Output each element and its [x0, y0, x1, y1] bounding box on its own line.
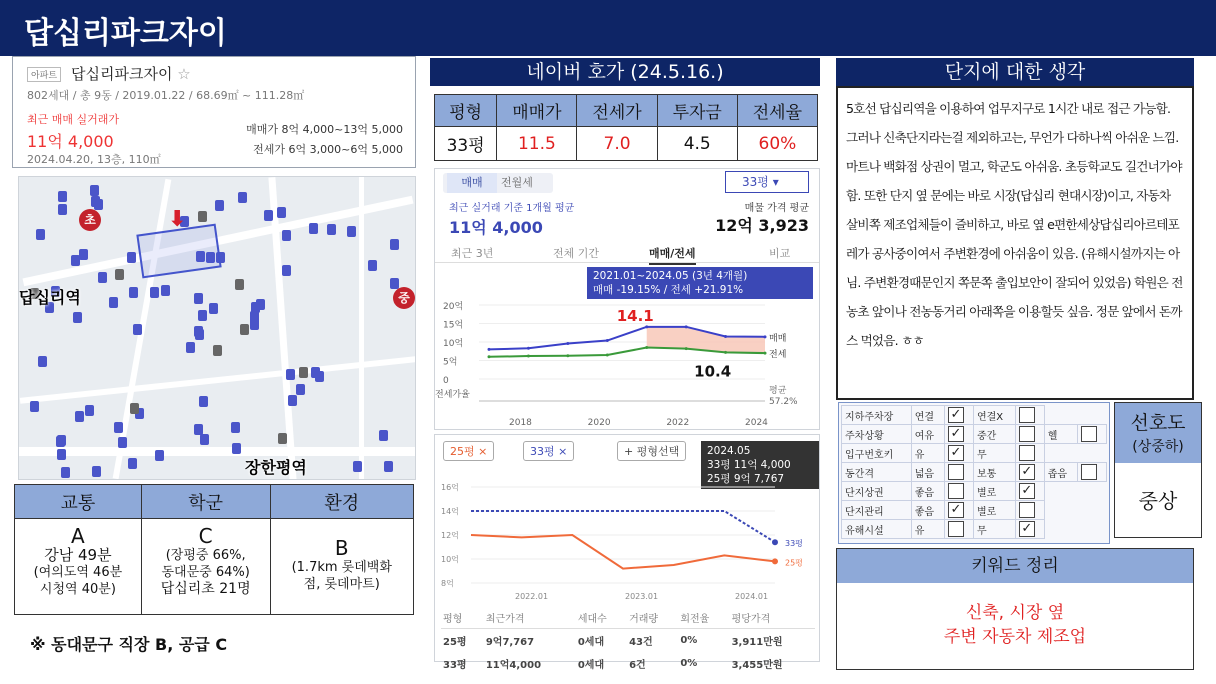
- map-marker[interactable]: [250, 319, 259, 330]
- map-marker[interactable]: [98, 272, 107, 283]
- naver-col-3: 투자금: [657, 95, 737, 127]
- map-marker[interactable]: [92, 466, 101, 477]
- data-point: [724, 335, 727, 338]
- map-marker[interactable]: [114, 422, 123, 433]
- data-point: [527, 347, 530, 350]
- middle-school-marker[interactable]: 중: [393, 287, 415, 309]
- size-table-cell: 0세대: [577, 637, 605, 648]
- map-marker[interactable]: [58, 191, 67, 202]
- data-point: [566, 354, 569, 357]
- checklist-label: 지하주차장: [842, 406, 912, 425]
- tab-jeonse[interactable]: 전월세: [501, 176, 533, 189]
- checklist-option: 별로: [973, 482, 1015, 501]
- checklist-label: 유해시설: [842, 520, 912, 539]
- map-marker[interactable]: [278, 433, 287, 444]
- ask-value: 12억 3,923: [715, 216, 809, 235]
- data-point: [685, 347, 688, 350]
- data-point: [764, 352, 767, 355]
- map-marker[interactable]: [90, 185, 99, 196]
- checkbox[interactable]: ✓: [948, 426, 964, 442]
- map-marker[interactable]: [30, 401, 39, 412]
- naver-cell-1: 11.5: [497, 127, 577, 161]
- checklist-option: 좁음: [1044, 463, 1077, 482]
- y-tick-label: 20억: [443, 302, 464, 312]
- map-marker[interactable]: [128, 458, 137, 469]
- checklist-option: 좋음: [911, 482, 944, 501]
- x-tick-label: 2024: [745, 418, 768, 427]
- checkbox[interactable]: ✓: [948, 502, 964, 518]
- map-marker[interactable]: [36, 229, 45, 240]
- checklist-row: [842, 501, 1107, 520]
- listing-name: 답십리파크자이 ☆: [71, 65, 191, 83]
- preference-value: 중상: [1138, 489, 1178, 513]
- checkbox-cell: [1015, 406, 1044, 425]
- map-marker[interactable]: [91, 196, 100, 207]
- size-table-cell: 3,455만원: [731, 660, 783, 671]
- map-marker[interactable]: [200, 434, 209, 445]
- checklist-label: 입구번호키: [842, 444, 912, 463]
- legend-ratio: 평균: [769, 386, 787, 396]
- map-marker[interactable]: [79, 249, 88, 260]
- keyword-line-2: 주변 자동차 제조업: [943, 627, 1087, 647]
- note: ※ 동대문구 직장 B, 공급 C: [30, 635, 228, 654]
- map-marker[interactable]: [286, 369, 295, 380]
- naver-cell-0: 33평: [435, 127, 497, 161]
- avg-value: 11억 4,000: [449, 218, 543, 237]
- checklist-label: 단지상권: [842, 482, 912, 501]
- end-point: [772, 539, 778, 545]
- map-marker[interactable]: [215, 200, 224, 211]
- map-marker[interactable]: [109, 297, 118, 308]
- map-marker[interactable]: [213, 345, 222, 356]
- map-marker[interactable]: [311, 367, 320, 378]
- data-point: [527, 355, 530, 358]
- checklist-option: 넓음: [911, 463, 944, 482]
- map-marker[interactable]: [238, 192, 247, 203]
- x-tick-label: 2018: [509, 418, 532, 427]
- map-marker[interactable]: [384, 461, 393, 472]
- checkbox[interactable]: ✓: [1019, 521, 1035, 537]
- low-label: 10.4: [694, 362, 732, 381]
- naver-col-0: 평형: [435, 95, 497, 127]
- data-point: [685, 325, 688, 328]
- map-marker[interactable]: [327, 224, 336, 235]
- peak-label: 14.1: [616, 306, 654, 325]
- y-tick-label: 15억: [443, 320, 464, 331]
- checklist-option: 유: [911, 444, 944, 463]
- map-marker[interactable]: [58, 204, 67, 215]
- grade-environment: B (1.7km 롯데백화 점, 롯데마트): [270, 519, 414, 615]
- map-marker[interactable]: [194, 326, 203, 337]
- naver-header: 네이버 호가 (24.5.16.): [430, 58, 820, 86]
- y-tick-label: 16억: [441, 483, 459, 492]
- naver-col-4: 전세율: [737, 95, 817, 127]
- naver-cell-4: 60%: [737, 127, 817, 161]
- map-marker[interactable]: [347, 226, 356, 237]
- arrow-down-icon: ⬇: [168, 207, 187, 232]
- size-table-header: 세대수: [576, 607, 627, 629]
- period-tooltip: 2021.01~2024.05 (3년 4개월) 매매 -19.15% / 전세 +21.91%: [587, 267, 813, 299]
- size-compare-panel: [434, 434, 820, 671]
- data-point: [724, 351, 727, 354]
- ratio-label: 전세가율: [435, 390, 470, 400]
- x-tick-label: 2022: [666, 418, 690, 427]
- checklist-row: [842, 444, 1107, 463]
- checkbox-cell: [1077, 463, 1106, 482]
- legend-ratio-val: 57.2%: [769, 397, 798, 407]
- map-marker[interactable]: [296, 384, 305, 395]
- checkbox[interactable]: [948, 521, 964, 537]
- map-marker[interactable]: [282, 265, 291, 276]
- checkbox-cell: [944, 463, 973, 482]
- checklist-row: [842, 482, 1107, 501]
- checklist-label: 동간격: [842, 463, 912, 482]
- checklist-row: [842, 520, 1107, 539]
- map-marker[interactable]: [232, 443, 241, 454]
- checkbox[interactable]: ✓: [1019, 483, 1035, 499]
- size-table-cell: 33평: [443, 660, 467, 671]
- add-size-button[interactable]: + 평형선택: [617, 441, 686, 461]
- map-marker[interactable]: [133, 324, 142, 335]
- map-marker[interactable]: [150, 287, 159, 298]
- preference-box: [1114, 402, 1202, 538]
- data-point: [566, 342, 569, 345]
- preference-sub: (상중하): [1132, 439, 1184, 455]
- series-line-25평: [471, 535, 775, 569]
- map-marker[interactable]: [309, 223, 318, 234]
- size-table-header: 회전율: [678, 607, 729, 629]
- map-marker[interactable]: [390, 239, 399, 250]
- map-marker[interactable]: [209, 303, 218, 314]
- checkbox-cell: [1015, 501, 1044, 520]
- map-marker[interactable]: [256, 299, 265, 310]
- naver-col-2: 전세가: [577, 95, 657, 127]
- size-table-cell: 0세대: [577, 660, 605, 671]
- x-tick-label: 2024.01: [735, 592, 769, 601]
- thought-header: 단지에 대한 생각: [836, 58, 1194, 86]
- size-table-header: 평형: [441, 607, 484, 629]
- checkbox-cell: [944, 520, 973, 539]
- map-marker[interactable]: [57, 449, 66, 460]
- size-table-header: 평당가격: [730, 607, 815, 629]
- map-marker[interactable]: [240, 324, 249, 335]
- map-marker[interactable]: [198, 310, 207, 321]
- map-marker[interactable]: [130, 403, 139, 414]
- checkbox[interactable]: [1081, 426, 1097, 442]
- caret-down-icon: ▾: [772, 175, 779, 189]
- checklist-label: 주차상황: [842, 425, 912, 444]
- label-33: 33평: [785, 539, 803, 549]
- checkbox[interactable]: [1019, 426, 1035, 442]
- legend-jeonse: 전세: [769, 350, 787, 361]
- size-table-header: 최근가격: [484, 607, 576, 629]
- data-point: [764, 335, 767, 338]
- sale-range: 매매가 8억 4,000~13억 5,000: [246, 123, 403, 136]
- checkbox[interactable]: ✓: [1019, 464, 1035, 480]
- checkbox-cell: [944, 425, 973, 444]
- recent-label: 최근 매매 실거래가: [27, 113, 120, 126]
- checkbox[interactable]: ✓: [948, 445, 964, 461]
- checklist-row: [842, 425, 1107, 444]
- checkbox-cell: [944, 444, 973, 463]
- map-marker[interactable]: [231, 422, 240, 433]
- checklist-option: 중간: [973, 425, 1015, 444]
- map-marker[interactable]: [368, 260, 377, 271]
- checkbox[interactable]: [948, 483, 964, 499]
- data-point: [606, 339, 609, 342]
- subtab-compare[interactable]: 비교: [769, 247, 791, 260]
- checklist-option: 무: [973, 444, 1015, 463]
- chart-subtabs: [435, 241, 819, 263]
- checklist-option: 유: [911, 520, 944, 539]
- data-point: [645, 346, 648, 349]
- map-marker[interactable]: [161, 285, 170, 296]
- star-icon[interactable]: ☆: [177, 65, 191, 83]
- type-tag: 아파트: [27, 67, 61, 82]
- chip-25[interactable]: 25평 ×: [443, 441, 494, 461]
- map-marker[interactable]: [38, 356, 47, 367]
- map-marker[interactable]: [61, 467, 70, 478]
- map-marker[interactable]: [277, 207, 286, 218]
- recent-date: 2024.04.20, 13층, 110㎡: [27, 153, 161, 166]
- keywords-box: [836, 548, 1194, 670]
- subtab-3y[interactable]: 최근 3년: [451, 247, 494, 260]
- grade-school: C (장평중 66%, 동대문중 64%) 답십리초 21명: [141, 519, 270, 615]
- subtab-sale-jeonse[interactable]: 매매/전세: [649, 245, 696, 265]
- map-marker[interactable]: [129, 287, 138, 298]
- map-marker[interactable]: [194, 293, 203, 304]
- y-tick-label: 14억: [441, 507, 459, 516]
- checkbox-cell: [1015, 463, 1044, 482]
- map-marker[interactable]: [390, 278, 399, 289]
- listing-card[interactable]: [12, 56, 416, 168]
- label-25: 25평: [785, 558, 803, 568]
- map-marker[interactable]: [115, 269, 124, 280]
- chip-33[interactable]: 33평 ×: [523, 441, 574, 461]
- avg-label: 최근 실거래 기준 1개월 평균: [449, 203, 575, 214]
- checklist-option: 보통: [973, 463, 1015, 482]
- map-marker[interactable]: [264, 210, 273, 221]
- grade-transport: A 강남 49분 (여의도역 46분 시청역 40분): [15, 519, 142, 615]
- size-table-cell: 11억4,000: [485, 660, 542, 671]
- y-tick-label: 10억: [443, 339, 464, 349]
- station-label-dapsimni: 답십리역: [19, 288, 81, 307]
- data-point: [606, 353, 609, 356]
- y-tick-label: 5억: [443, 357, 458, 368]
- listing-meta: 802세대 / 총 9동 / 2019.01.22 / 68.69㎡ ~ 111.28㎡: [27, 89, 305, 102]
- map-marker[interactable]: [353, 461, 362, 472]
- chart2-tooltip: 2024.05 33평 11억 4,000 25평 9억 7,767: [701, 441, 819, 489]
- checklist: [838, 402, 1110, 544]
- map-marker[interactable]: [379, 430, 388, 441]
- keywords-header: 키워드 정리: [837, 549, 1193, 583]
- map-marker[interactable]: [299, 367, 308, 378]
- data-point: [488, 355, 491, 358]
- checkbox-cell: [1077, 425, 1106, 444]
- checklist-option: 연결X: [973, 406, 1015, 425]
- map[interactable]: [18, 176, 416, 480]
- naver-price-table: [434, 94, 818, 161]
- size-select[interactable]: 33평 ▾: [725, 171, 809, 193]
- checklist-label: 단지관리: [842, 501, 912, 520]
- x-tick-label: 2023.01: [625, 592, 659, 601]
- jeonse-range: 전세가 6억 3,000~6억 5,000: [253, 143, 403, 156]
- checklist-row: [842, 406, 1107, 425]
- checklist-option: 연결: [911, 406, 944, 425]
- map-marker[interactable]: [118, 437, 127, 448]
- map-marker[interactable]: [127, 252, 136, 263]
- size-table-cell: 43건: [629, 637, 653, 648]
- data-point: [488, 348, 491, 351]
- checkbox-cell: [1015, 520, 1044, 539]
- naver-cell-3: 4.5: [657, 127, 737, 161]
- station-label-janghanpyeong: 장한평역: [245, 458, 307, 477]
- size-table-cell: 25평: [443, 637, 467, 648]
- size-table: [441, 607, 815, 675]
- checkbox-cell: [944, 501, 973, 520]
- size-table-cell: 6건: [629, 660, 646, 671]
- x-tick-label: 2022.01: [515, 592, 549, 601]
- checklist-option: 여유: [911, 425, 944, 444]
- y-tick-label: 0: [443, 376, 449, 386]
- checklist-option: 좋음: [911, 501, 944, 520]
- checkbox[interactable]: [1019, 445, 1035, 461]
- school-marker[interactable]: 초: [79, 209, 101, 231]
- tab-sale[interactable]: 매매: [447, 173, 497, 193]
- map-marker[interactable]: [186, 342, 195, 353]
- map-marker[interactable]: [198, 211, 207, 222]
- keyword-line-1: 신축, 시장 옆: [965, 603, 1065, 623]
- data-point: [645, 325, 648, 328]
- checkbox-cell: [944, 406, 973, 425]
- page-title: 답십리파크자이: [24, 16, 227, 51]
- checkbox[interactable]: [1019, 502, 1035, 518]
- subtab-all[interactable]: 전체 기간: [553, 247, 600, 260]
- size-compare-chart[interactable]: [435, 475, 819, 603]
- map-marker[interactable]: [155, 450, 164, 461]
- size-table-cell: 0%: [680, 635, 698, 646]
- map-marker[interactable]: [75, 411, 84, 422]
- size-table-cell: 3,911만원: [731, 637, 783, 648]
- recent-price: 11억 4,000: [27, 132, 114, 151]
- checkbox[interactable]: [948, 464, 964, 480]
- naver-cell-2: 7.0: [577, 127, 657, 161]
- grade-header-environment: 환경: [270, 485, 414, 519]
- checkbox[interactable]: [1019, 407, 1035, 423]
- checkbox-cell: [944, 482, 973, 501]
- y-tick-label: 8억: [441, 579, 454, 588]
- checklist-option: 무: [973, 520, 1015, 539]
- grade-header-school: 학군: [141, 485, 270, 519]
- thought-text: 5호선 답십리역을 이용하여 업무지구로 1시간 내로 접근 가능함. 그러나 신축단지라는걸 제외하고는, 무언가 다하나씩 아쉬운 느낌. 마트나 백화점 상권이 멀고, 학군도 아쉬움. 초등학교도 길건너가야함. 또한 단지 옆 문에는 바로 시장(답십리 현대시장)이고, 자동차 살비쪽 제조업체들이 즐비하고, 바로 옆 e편한세상답십리아르테포레가 공사중이여서 주변환경에 아쉬움이 있음. (유해시설까지는 아님. 주변환경때문인지 쪽문쪽 출입보안이 잘되어 있었음) 학원은 전농초 앞이나 전농동거리 아래쪽을 이용할듯 싶음. 정문 앞에서 돈까스 먹었음. ㅎㅎ: [836, 86, 1194, 400]
- x-tick-label: 2020: [587, 418, 611, 427]
- size-table-header: 거래량: [627, 607, 678, 629]
- map-marker[interactable]: [235, 279, 244, 290]
- price-chart-panel: [434, 168, 820, 430]
- ask-label: 매물 가격 평균: [744, 203, 809, 214]
- map-marker[interactable]: [288, 395, 297, 406]
- legend-sale: 매매: [769, 333, 787, 344]
- checklist-option: 헬: [1044, 425, 1077, 444]
- y-tick-label: 10억: [441, 555, 459, 564]
- checkbox-cell: [1015, 425, 1044, 444]
- grades-table: [14, 484, 414, 615]
- checkbox[interactable]: ✓: [948, 407, 964, 423]
- map-marker[interactable]: [282, 230, 291, 241]
- size-table-cell: 0%: [680, 658, 698, 669]
- checkbox[interactable]: [1081, 464, 1097, 480]
- map-marker[interactable]: [85, 405, 94, 416]
- map-marker[interactable]: [73, 312, 82, 323]
- size-table-cell: 9억7,767: [485, 637, 535, 648]
- grade-header-transport: 교통: [15, 485, 142, 519]
- naver-col-1: 매매가: [497, 95, 577, 127]
- checkbox-cell: [1015, 482, 1044, 501]
- map-marker[interactable]: [56, 436, 65, 447]
- end-point: [772, 558, 778, 564]
- map-marker[interactable]: [199, 396, 208, 407]
- preference-header: 선호도: [1130, 412, 1186, 434]
- y-tick-label: 12억: [441, 531, 459, 540]
- checkbox-cell: [1015, 444, 1044, 463]
- title-bar: [0, 0, 1216, 56]
- checklist-option: 별로: [973, 501, 1015, 520]
- checklist-row: [842, 463, 1107, 482]
